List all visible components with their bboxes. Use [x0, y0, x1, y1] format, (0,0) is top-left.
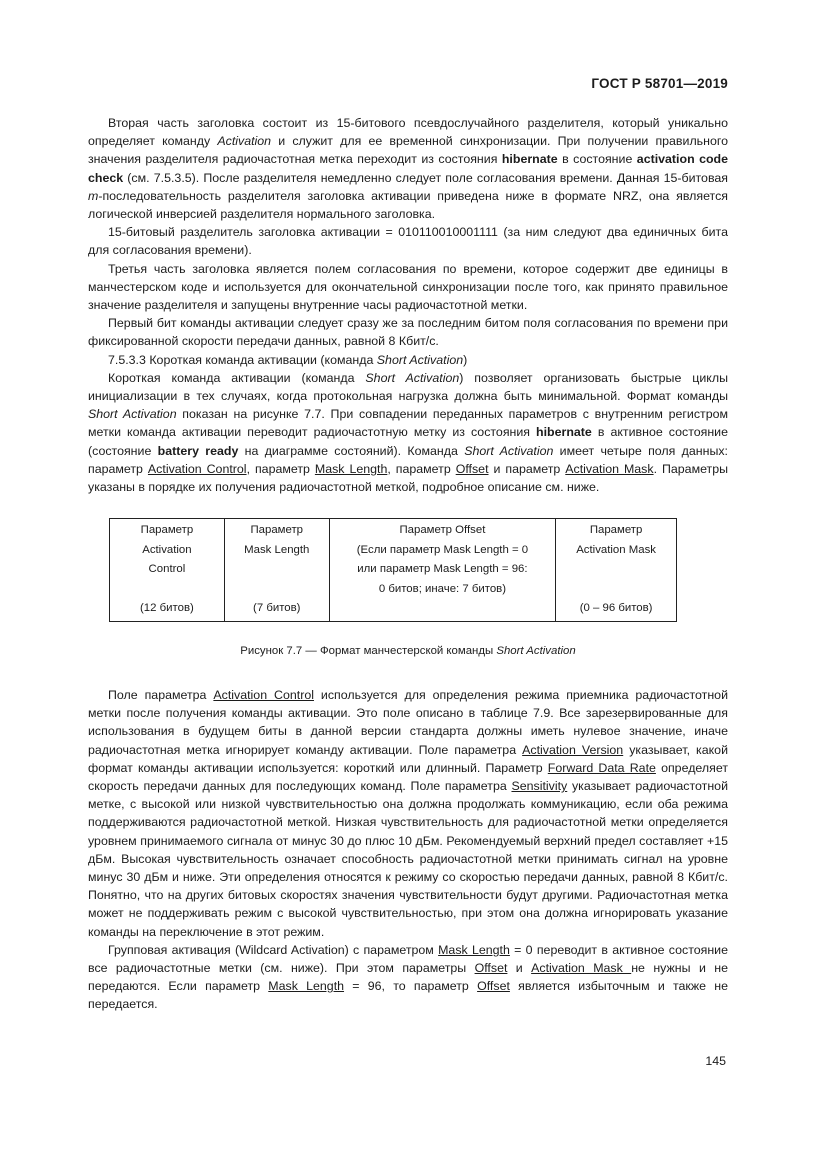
field-label: Mask Length	[244, 543, 310, 556]
param-activation-control: Activation Control	[213, 687, 314, 702]
text-run: в состояние	[557, 152, 637, 167]
field-label: Activation	[142, 543, 192, 556]
state-name: hibernate	[536, 425, 592, 440]
paragraph-preamble-part3: Третья часть заголовка является полем согласования по времени, которое содержит две единицы в манчестерском коде и используется для окончательной синхронизации после того, как принято правильное значение разделителя и запущены внутренние часы радиочастотной метки.	[88, 261, 728, 313]
text-run: 7.5.3.3 Короткая команда активации (команда	[108, 352, 377, 367]
param-activation-version: Activation Version	[522, 742, 624, 757]
text-run: Вторая часть заголовка состоит из 15-битового псевдослучайного разделителя, который уникально определяет команду	[88, 116, 728, 149]
text-run: -последовательность разделителя заголовка активации приведена ниже в формате NRZ, она является логической инверсией разделителя нормального заголовка.	[88, 188, 728, 222]
field-label: Параметр	[140, 524, 194, 537]
param-mask-length: Mask Length	[438, 942, 510, 957]
text-run: ) позволяет организовать быстрые циклы инициализации в тех случаях, когда протокольная нагрузка должна быть минимальной. Формат команды	[88, 370, 728, 404]
state-name: activation code check	[88, 152, 729, 185]
page-content	[88, 114, 728, 1014]
text-run: )	[463, 352, 468, 367]
paragraph-wildcard-activation	[88, 941, 728, 1014]
field-condition: 0 битов; иначе: 7 битов)	[378, 582, 507, 595]
field-bit-count: (0 – 96 битов)	[579, 602, 653, 615]
param-mask-length: Mask Length	[314, 461, 388, 476]
document-header: ГОСТ Р 58701—2019	[591, 76, 728, 91]
text-run: на диаграмме состояний). Команда	[238, 443, 465, 458]
figure-7-7-command-format	[109, 518, 677, 622]
field-label: Параметр	[589, 524, 643, 537]
section-heading-7-5-3-3	[88, 351, 728, 369]
field-condition: (Если параметр Mask Length = 0	[356, 543, 529, 556]
caption-text: Рисунок 7.7 — Формат манчестерской команды	[240, 644, 497, 657]
text-run: . Параметры указаны в порядке их получения радиочастотной меткой, подробное описание см. ниже.	[88, 461, 729, 495]
text-run: и параметр	[488, 461, 566, 476]
param-offset: Offset	[455, 461, 489, 476]
param-forward-data-rate: Forward Data Rate	[547, 760, 656, 775]
param-offset: Offset	[477, 979, 510, 994]
paragraph-short-activation	[88, 369, 728, 496]
text-run: используется для определения режима приемника радиочастотной метки после получения команды активации. Это поле описано в таблице 7.9. Все зарезервированные для использования в будущем биты в данной версии стандарта должны иметь нулевое значение, иначе радиочастотная метка игнорирует команду активации. Поле параметра	[88, 687, 728, 757]
figure-caption	[88, 642, 728, 660]
page-number: 145	[705, 1054, 726, 1068]
param-activation-mask: Activation Mask	[531, 961, 632, 976]
paragraph-delimiter-value: 15-битовый разделитель заголовка активации = 010110010001111 (за ним следуют два единичных бита для согласования времени).	[88, 225, 728, 258]
text-run: указывает радиочастотной метке, с высокой или низкой чувствительностью она должна продолжать коммуникацию, если оба режима поддерживаются радиочастотной меткой. Низкая чувствительность для радиочастотной метки определяется уровнем принимаемого сигнала от минус 30 до плюс 10 дБм. Рекомендуемый верхний предел составляет +15 дБм. Высокая чувствительность означает способность радиочастотной метки принимать сигнал на уровне минус 30 дБм и ниже. Эти определения относятся к режиму со скоростью передачи данных, равной 8 Кбит/с. Понятно, что на других битовых скоростях значения чувствительности будут другими. Радиочастотная метка может не поддерживать режим с высокой чувствительностью, при этом она должна игнорировать указание команды на переключение в этот режим.	[88, 778, 728, 939]
param-sensitivity: Sensitivity	[511, 778, 568, 793]
field-label: Activation Mask	[576, 543, 656, 556]
paragraph-first-bit: Первый бит команды активации следует сразу же за последним битом поля согласования по времени при фиксированной скорости передачи данных, равной 8 Кбит/с.	[88, 316, 728, 349]
command-name: Short Activation	[376, 352, 464, 367]
param-mask-length: Mask Length	[268, 979, 345, 994]
field-offset	[329, 519, 555, 622]
figure-row	[110, 519, 677, 622]
state-name: hibernate	[501, 152, 558, 167]
text-run: Поле параметра	[108, 687, 214, 702]
paragraph-preamble-part2	[88, 114, 728, 223]
text-run: = 96, то параметр	[344, 979, 478, 994]
field-label: Параметр	[250, 524, 304, 537]
command-name: Activation	[217, 134, 272, 149]
text-run: является избыточным и также не передается.	[88, 979, 728, 1012]
field-activation-mask	[556, 519, 677, 622]
text-run: указывает, какой формат команды активации используется: короткий или длинный. Параметр	[88, 742, 728, 775]
text-run: имеет четыре поля данных: параметр	[88, 443, 729, 476]
text-run: показан на рисунке 7.7. При совпадении переданных параметров с внутренним регистром метки команда активации переводит радиочастотную метку из состояния	[88, 407, 728, 440]
text-run: , параметр	[387, 461, 456, 476]
field-bit-count: (7 битов)	[253, 602, 301, 615]
command-name: Short Activation	[88, 407, 177, 422]
text-run: = 0 переводит в активное состояние все радиочастотные метки (см. ниже). При этом параметры	[88, 942, 728, 976]
field-activation-control	[110, 519, 225, 622]
text-run: в активное состояние (состояние	[88, 425, 728, 458]
param-activation-mask: Activation Mask	[565, 461, 654, 476]
text-run: Короткая команда активации (команда	[108, 370, 366, 385]
field-label: Control	[148, 563, 186, 576]
state-name: battery ready	[157, 443, 239, 458]
paragraph-activation-control	[88, 686, 728, 941]
text-run: не нужны и не передаются. Если параметр	[88, 961, 728, 994]
field-bit-count: (12 битов)	[140, 602, 194, 615]
math-symbol: m	[88, 188, 99, 203]
text-run: Групповая активация (Wildcard Activation) с параметром	[108, 942, 439, 957]
text-run: и	[507, 961, 532, 976]
text-run: и служит для ее временной синхронизации. При получении правильного значения разделителя радиочастотная метка переходит из состояния	[88, 134, 728, 167]
param-offset: Offset	[474, 961, 508, 976]
text-run: определяет скорость передачи данных для последующих команд. Поле параметра	[88, 760, 728, 793]
command-name: Short Activation	[464, 443, 554, 458]
field-condition: или параметр Mask Length = 96:	[357, 563, 528, 576]
text-run: (см. 7.5.3.5). После разделителя немедленно следует поле согласования времени. Данная 15-битовая	[123, 170, 728, 185]
field-mask-length	[224, 519, 329, 622]
field-label: Параметр Offset	[399, 524, 486, 537]
command-name: Short Activation	[496, 644, 576, 657]
param-activation-control: Activation Control	[147, 461, 247, 476]
command-name: Short Activation	[365, 370, 460, 385]
text-run: , параметр	[246, 461, 315, 476]
